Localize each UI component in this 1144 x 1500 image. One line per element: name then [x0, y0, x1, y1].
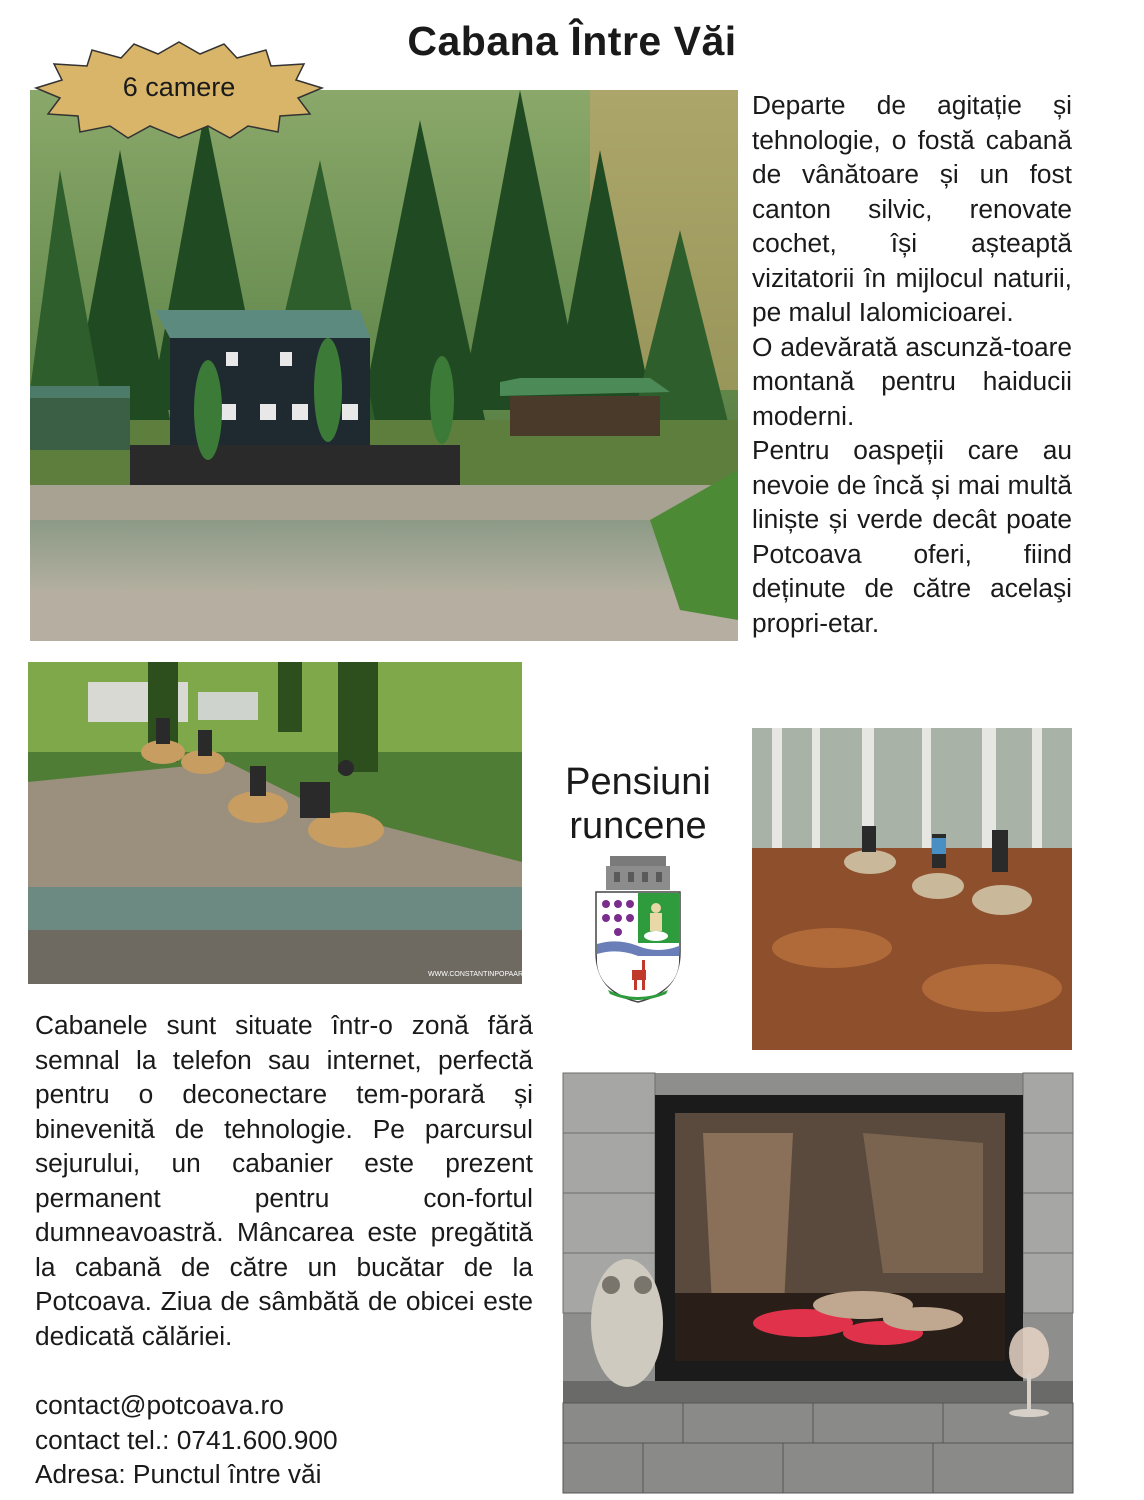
details-text [35, 1008, 533, 1353]
riders-river-photo [28, 662, 539, 984]
page-title: Cabana Între Văi [407, 18, 737, 64]
brand-name [548, 760, 728, 848]
badge-label: 6 camere [122, 72, 236, 102]
contact-email-link[interactable]: contact@potcoava.ro [35, 1390, 284, 1420]
intro-paragraph: Departe de agitație și tehnologie, o fostă cabană de vânătoare și un fost canton silvic, renovate cochet, își așteaptă vizitatorii în mijlocul naturii, pe malul Ialomicioarei. [752, 90, 1072, 327]
intro-paragraph: O adevărată ascunză-toare montană pentru haiducii moderni. [752, 331, 1072, 431]
intro-text [752, 88, 1072, 640]
brand-line: Pensiuni [565, 761, 711, 803]
autumn-riders-photo [752, 728, 1072, 1050]
cabin-photo [30, 90, 738, 641]
coat-of-arms-icon [590, 852, 686, 1004]
contact-phone[interactable]: contact tel.: 0741.600.900 [35, 1424, 338, 1455]
rooms-badge [34, 40, 324, 140]
intro-paragraph: Pentru oaspeții care au nevoie de încă și mai multă liniște și verde decât poate Potcoava oferi, fiind deținute de către acelaşi propri-etar. [752, 435, 1072, 638]
contact-block [35, 1388, 535, 1492]
brand-line: runcene [569, 805, 707, 847]
contact-address: Adresa: Punctul între văi [35, 1459, 322, 1489]
fireplace-photo [563, 1073, 1073, 1493]
photo-watermark: WWW.CONSTANTINPOPAART.RO [428, 971, 539, 978]
details-paragraph: Cabanele sunt situate într-o zonă fără semnal la telefon sau internet, perfectă pentru o deconectare tem-porară și binevenită de tehnologie. Pe parcursul sejurului, un cabanier este prezent permanent pentru con-fortul dumneavoastră. Mâncarea este pregătită la cabană de către un bucătar de la Potcoava. Ziua de sâmbătă de obicei este dedicată călăriei. [35, 1010, 533, 1351]
